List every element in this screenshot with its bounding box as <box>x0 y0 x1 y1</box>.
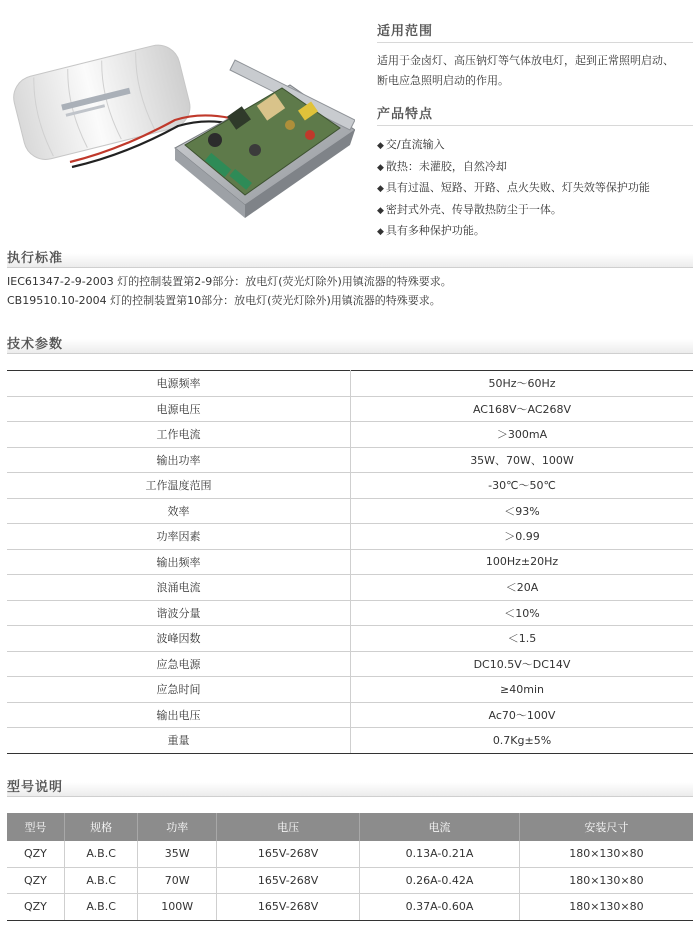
cell-model: QZY <box>7 841 64 867</box>
column-header: 安装尺寸 <box>519 813 693 841</box>
feature-item: ◆ 具有多种保护功能。 <box>377 221 693 243</box>
table-row <box>7 728 693 754</box>
standards-header <box>7 242 693 268</box>
spec-key: 重量 <box>7 728 351 754</box>
table-row <box>7 677 693 703</box>
spec-key: 谐波分量 <box>7 600 351 626</box>
table-row <box>7 626 693 652</box>
specs-title: 技术参数 <box>7 337 64 352</box>
spec-value: ＞0.99 <box>351 524 694 550</box>
standards-title: 执行标准 <box>7 251 64 266</box>
table-row <box>7 841 693 867</box>
table-header-row <box>7 813 693 841</box>
spec-value: ≥40min <box>351 677 694 703</box>
spec-key: 工作温度范围 <box>7 473 351 499</box>
cell-voltage: 165V-268V <box>217 894 360 921</box>
battery-pack <box>9 40 195 164</box>
cell-model: QZY <box>7 867 64 894</box>
cell-power: 70W <box>138 867 217 894</box>
table-row <box>7 498 693 524</box>
application-text-line-2: 断电应急照明启动的作用。 <box>377 74 509 87</box>
spec-key: 应急电源 <box>7 651 351 677</box>
table-row <box>7 473 693 499</box>
spec-value: ＜1.5 <box>351 626 694 652</box>
table-row <box>7 651 693 677</box>
table-row <box>7 396 693 422</box>
standard-line-2: CB19510.10-2004 灯的控制装置第10部分：放电灯(荧光灯除外)用镇流器的特殊要求。 <box>7 294 441 307</box>
spec-value: 100Hz±20Hz <box>351 549 694 575</box>
table-row <box>7 894 693 921</box>
feature-item: ◆ 具有过温、短路、开路、点火失败、灯失效等保护功能 <box>377 178 693 200</box>
spec-key: 电源电压 <box>7 396 351 422</box>
spec-value: -30℃～50℃ <box>351 473 694 499</box>
cell-size: 180×130×80 <box>519 867 693 894</box>
specs-header <box>7 328 693 354</box>
standard-line-1: IEC61347-2-9-2003 灯的控制装置第2-9部分：放电灯(荧光灯除外)用镇流器的特殊要求。 <box>7 275 452 288</box>
spec-value: ＜20A <box>351 575 694 601</box>
spec-value: ＜93% <box>351 498 694 524</box>
cell-current: 0.37A-0.60A <box>360 894 520 921</box>
spec-value: 50Hz～60Hz <box>351 371 694 397</box>
cell-size: 180×130×80 <box>519 894 693 921</box>
models-title: 型号说明 <box>7 780 64 795</box>
features-list <box>377 135 693 243</box>
application-divider <box>377 42 693 43</box>
cell-spec: A.B.C <box>64 867 137 894</box>
spec-key: 效率 <box>7 498 351 524</box>
table-row <box>7 422 693 448</box>
spec-key: 浪涌电流 <box>7 575 351 601</box>
feature-item: ◆ 密封式外壳、传导散热防尘于一体。 <box>377 200 693 222</box>
cell-power: 35W <box>138 841 217 867</box>
table-row <box>7 371 693 397</box>
cell-model: QZY <box>7 894 64 921</box>
column-header: 电压 <box>217 813 360 841</box>
spec-key: 输出频率 <box>7 549 351 575</box>
table-row <box>7 524 693 550</box>
cell-voltage: 165V-268V <box>217 841 360 867</box>
spec-value: ＞300mA <box>351 422 694 448</box>
spec-value: 0.7Kg±5% <box>351 728 694 754</box>
spec-key: 电源频率 <box>7 371 351 397</box>
spec-value: AC168V～AC268V <box>351 396 694 422</box>
spec-key: 波峰因数 <box>7 626 351 652</box>
feature-item: ◆ 交/直流输入 <box>377 135 693 157</box>
cell-current: 0.13A-0.21A <box>360 841 520 867</box>
table-row <box>7 867 693 894</box>
spec-key: 功率因素 <box>7 524 351 550</box>
spec-key: 工作电流 <box>7 422 351 448</box>
cell-voltage: 165V-268V <box>217 867 360 894</box>
spec-value: DC10.5V～DC14V <box>351 651 694 677</box>
cell-size: 180×130×80 <box>519 841 693 867</box>
models-table <box>7 813 693 921</box>
feature-item: ◆ 散热：未灌胶，自然冷却 <box>377 157 693 179</box>
application-title: 适用范围 <box>377 24 434 39</box>
spec-value: Ac70～100V <box>351 702 694 728</box>
specs-table <box>7 370 693 754</box>
table-row <box>7 549 693 575</box>
features-title: 产品特点 <box>377 107 434 122</box>
table-row <box>7 575 693 601</box>
spec-key: 输出电压 <box>7 702 351 728</box>
cell-spec: A.B.C <box>64 894 137 921</box>
table-row <box>7 702 693 728</box>
spec-key: 输出功率 <box>7 447 351 473</box>
column-header: 功率 <box>138 813 217 841</box>
models-header <box>7 771 693 797</box>
application-text <box>377 51 693 91</box>
cell-current: 0.26A-0.42A <box>360 867 520 894</box>
spec-value: 35W、70W、100W <box>351 447 694 473</box>
features-divider <box>377 125 693 126</box>
product-photo <box>0 0 355 235</box>
column-header: 型号 <box>7 813 64 841</box>
spec-key: 应急时间 <box>7 677 351 703</box>
table-row <box>7 447 693 473</box>
cell-spec: A.B.C <box>64 841 137 867</box>
column-header: 规格 <box>64 813 137 841</box>
column-header: 电流 <box>360 813 520 841</box>
table-row <box>7 600 693 626</box>
application-text-line-1: 适用于金卤灯、高压钠灯等气体放电灯，起到正常照明启动、 <box>377 54 674 67</box>
spec-value: ＜10% <box>351 600 694 626</box>
cell-power: 100W <box>138 894 217 921</box>
